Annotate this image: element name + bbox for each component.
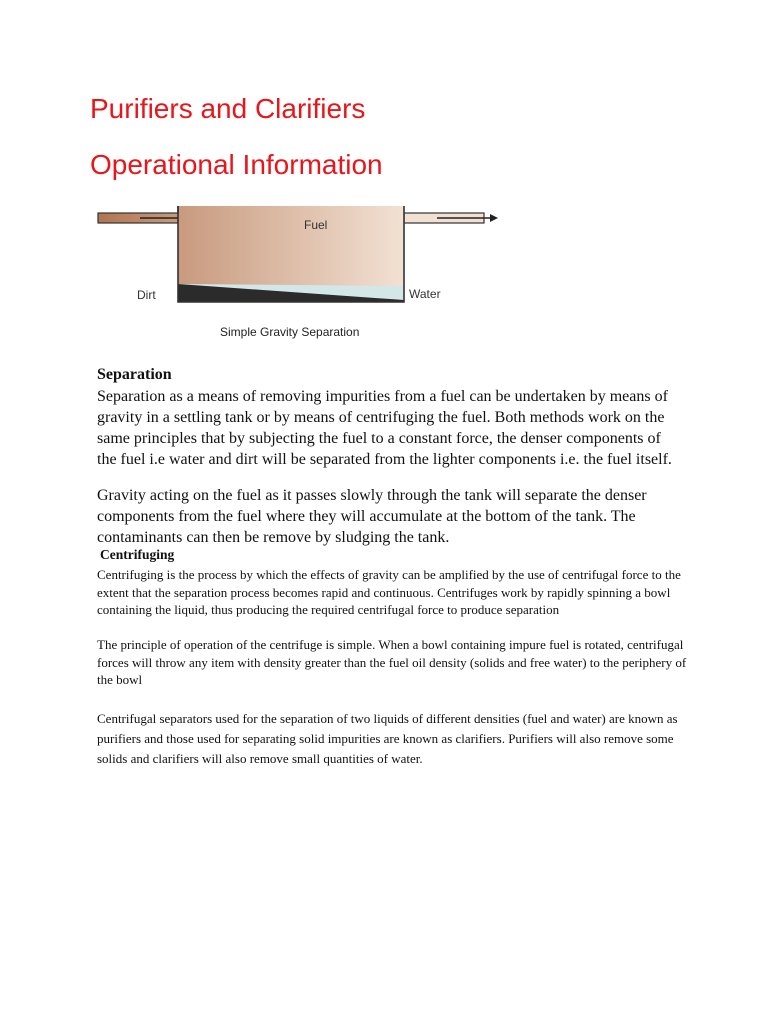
section-heading-centrifuging: Centrifuging [100, 547, 175, 562]
dirt-label: Dirt [137, 288, 156, 302]
page-subtitle: Operational Information [90, 149, 383, 180]
centrifuging-paragraph-3: Centrifugal separators used for the separation of two liquids of different densities (fuel and water) are known as purifiers and those used for separating solid impurities are known as clarifiers. Purifiers will also remove some solids and clarifiers will also remove small quantities of water. [97, 711, 678, 766]
water-label: Water [409, 287, 441, 301]
gravity-separation-diagram [92, 196, 512, 346]
diagram-caption: Simple Gravity Separation [220, 325, 360, 339]
centrifuging-paragraph-2: The principle of operation of the centrifuge is simple. When a bowl containing impure fuel is rotated, centrifugal forces will throw any item with density greater than the fuel oil density (solids and free water) to the periphery of the bowl [97, 637, 687, 687]
separation-paragraph-1: Separation as a means of removing impurities from a fuel can be undertaken by means of gravity in a settling tank or by means of centrifuging the fuel. Both methods work on the same principles that by subjecting the fuel to a constant force, the denser components of the fuel i.e water and dirt will be separated from the lighter components i.e. the fuel itself. [97, 388, 672, 468]
outlet-arrowhead [490, 214, 498, 222]
section-heading-separation: Separation [97, 366, 172, 383]
separation-paragraph-2: Gravity acting on the fuel as it passes slowly through the tank will separate the denser components from the fuel where they will accumulate at the bottom of the tank. The contaminants can then be remove by sludging the tank. [97, 487, 647, 546]
fuel-label: Fuel [304, 218, 328, 232]
centrifuging-paragraph-1: Centrifuging is the process by which the effects of gravity can be amplified by the use of centrifugal force to the extent that the separation process becomes rapid and continuous. Centrifuges work by rapidly spinning a bowl containing the liquid, thus producing the required centrifugal force to produce separation [97, 567, 681, 617]
page-title: Purifiers and Clarifiers [90, 93, 366, 124]
